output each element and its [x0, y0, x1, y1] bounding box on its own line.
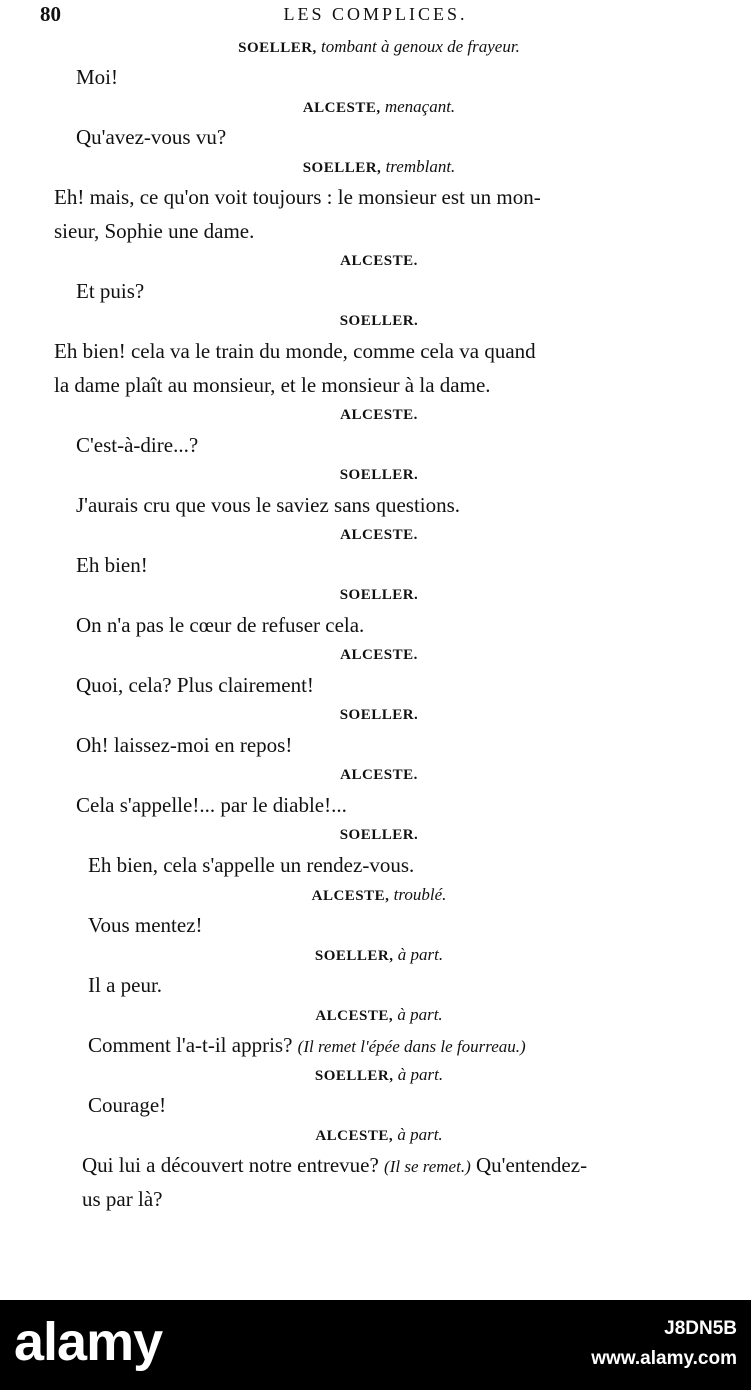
stage-direction: (Il remet l'épée dans le fourreau.) — [297, 1037, 526, 1056]
speaker-name: ALCESTE. — [340, 527, 418, 543]
speech-line — [54, 1182, 704, 1216]
play-text — [54, 34, 704, 1216]
speech-text: C'est-à-dire...? — [76, 433, 199, 457]
speech-text: Moi! — [76, 65, 118, 89]
speech-text: Qui lui a découvert notre entrevue? — [82, 1153, 379, 1177]
speaker-heading — [54, 1002, 704, 1028]
speech-line — [54, 668, 704, 702]
speech-line — [54, 1088, 704, 1122]
stage-direction: à part. — [397, 1065, 444, 1084]
speech-text: Comment l'a-t-il appris? — [88, 1033, 293, 1057]
stage-direction: menaçant. — [384, 97, 456, 116]
speech-text: Cela s'appelle!... par le diable!... — [76, 793, 347, 817]
stage-direction: (Il se remet.) — [384, 1157, 471, 1176]
page-number: 80 — [40, 2, 61, 26]
speech-line — [54, 848, 704, 882]
speaker-heading — [54, 308, 704, 334]
speaker-heading — [54, 702, 704, 728]
speech-text: Et puis? — [76, 279, 145, 303]
stage-direction: tombant à genoux de frayeur. — [321, 37, 520, 56]
speech-line — [54, 1148, 704, 1182]
speaker-heading — [54, 34, 704, 60]
speaker-name: SOELLER. — [339, 467, 419, 483]
speech-text: Quoi, cela? Plus clairement! — [76, 673, 314, 697]
speaker-name: ALCESTE, — [311, 888, 390, 904]
speaker-name: SOELLER. — [339, 827, 419, 843]
speech-line — [54, 334, 704, 368]
speech-text: Courage! — [88, 1093, 167, 1117]
speaker-name: ALCESTE, — [302, 100, 381, 116]
speaker-name: SOELLER, — [314, 948, 394, 964]
speech-line — [54, 788, 704, 822]
stage-direction: à part. — [397, 945, 444, 964]
speech-text: Eh bien! cela va le train du monde, comme cela va quand — [54, 339, 536, 363]
speech-line — [54, 180, 704, 214]
stage-direction: à part. — [397, 1005, 443, 1024]
speech-text: us par là? — [82, 1187, 163, 1211]
speech-line — [54, 488, 704, 522]
speaker-name: ALCESTE, — [315, 1128, 394, 1144]
speech-line — [54, 368, 704, 402]
speaker-heading — [54, 942, 704, 968]
speech-text: On n'a pas le cœur de refuser cela. — [76, 613, 365, 637]
speaker-heading — [54, 154, 704, 180]
speech-text: Oh! laissez-moi en repos! — [76, 733, 293, 757]
speaker-name: ALCESTE. — [340, 767, 418, 783]
speech-line — [54, 1028, 704, 1062]
speaker-name: SOELLER, — [302, 160, 382, 176]
speech-line — [54, 214, 704, 248]
speaker-name: ALCESTE, — [315, 1008, 394, 1024]
speaker-name: SOELLER. — [339, 313, 419, 329]
speech-text: sieur, Sophie une dame. — [54, 219, 255, 243]
speech-line — [54, 908, 704, 942]
speaker-heading — [54, 1062, 704, 1088]
speech-text: Eh bien, cela s'appelle un rendez-vous. — [88, 853, 415, 877]
speech-text: Eh! mais, ce qu'on voit toujours : le monsieur est un mon- — [54, 185, 541, 209]
watermark-logo: alamy — [14, 1312, 163, 1372]
stage-direction: tremblant. — [385, 157, 456, 176]
watermark-image-id: J8DN5B — [664, 1318, 737, 1339]
speech-text: Il a peur. — [88, 973, 163, 997]
speaker-name: SOELLER, — [314, 1068, 394, 1084]
speaker-name: ALCESTE. — [340, 253, 418, 269]
speech-text: Qu'avez-vous vu? — [76, 125, 227, 149]
running-title: LES COMPLICES. — [283, 4, 468, 24]
speaker-name: SOELLER, — [238, 40, 317, 56]
page-header — [0, 2, 751, 28]
speech-line — [54, 60, 704, 94]
speech-line — [54, 548, 704, 582]
speech-line — [54, 274, 704, 308]
speech-line — [54, 728, 704, 762]
speech-line — [54, 608, 704, 642]
speech-text: J'aurais cru que vous le saviez sans questions. — [76, 493, 461, 517]
speaker-name: SOELLER. — [339, 707, 419, 723]
speech-line — [54, 968, 704, 1002]
watermark-banner — [0, 1300, 751, 1390]
speaker-heading — [54, 762, 704, 788]
speaker-heading — [54, 582, 704, 608]
stage-direction: à part. — [397, 1125, 443, 1144]
speech-text: Vous mentez! — [88, 913, 203, 937]
stage-direction: troublé. — [393, 885, 447, 904]
speech-line — [54, 428, 704, 462]
speaker-heading — [54, 402, 704, 428]
speaker-heading — [54, 462, 704, 488]
speaker-heading — [54, 248, 704, 274]
speaker-heading — [54, 822, 704, 848]
speaker-heading — [54, 1122, 704, 1148]
speech-line — [54, 120, 704, 154]
watermark-url: www.alamy.com — [591, 1348, 737, 1369]
speech-text-continued: Qu'entendez- — [476, 1153, 588, 1177]
speaker-heading — [54, 642, 704, 668]
speech-text: la dame plaît au monsieur, et le monsieur à la dame. — [54, 373, 491, 397]
speech-text: Eh bien! — [76, 553, 148, 577]
speaker-heading — [54, 522, 704, 548]
speaker-name: ALCESTE. — [340, 407, 418, 423]
speaker-heading — [54, 882, 704, 908]
speaker-name: ALCESTE. — [340, 647, 418, 663]
speaker-name: SOELLER. — [339, 587, 419, 603]
speaker-heading — [54, 94, 704, 120]
